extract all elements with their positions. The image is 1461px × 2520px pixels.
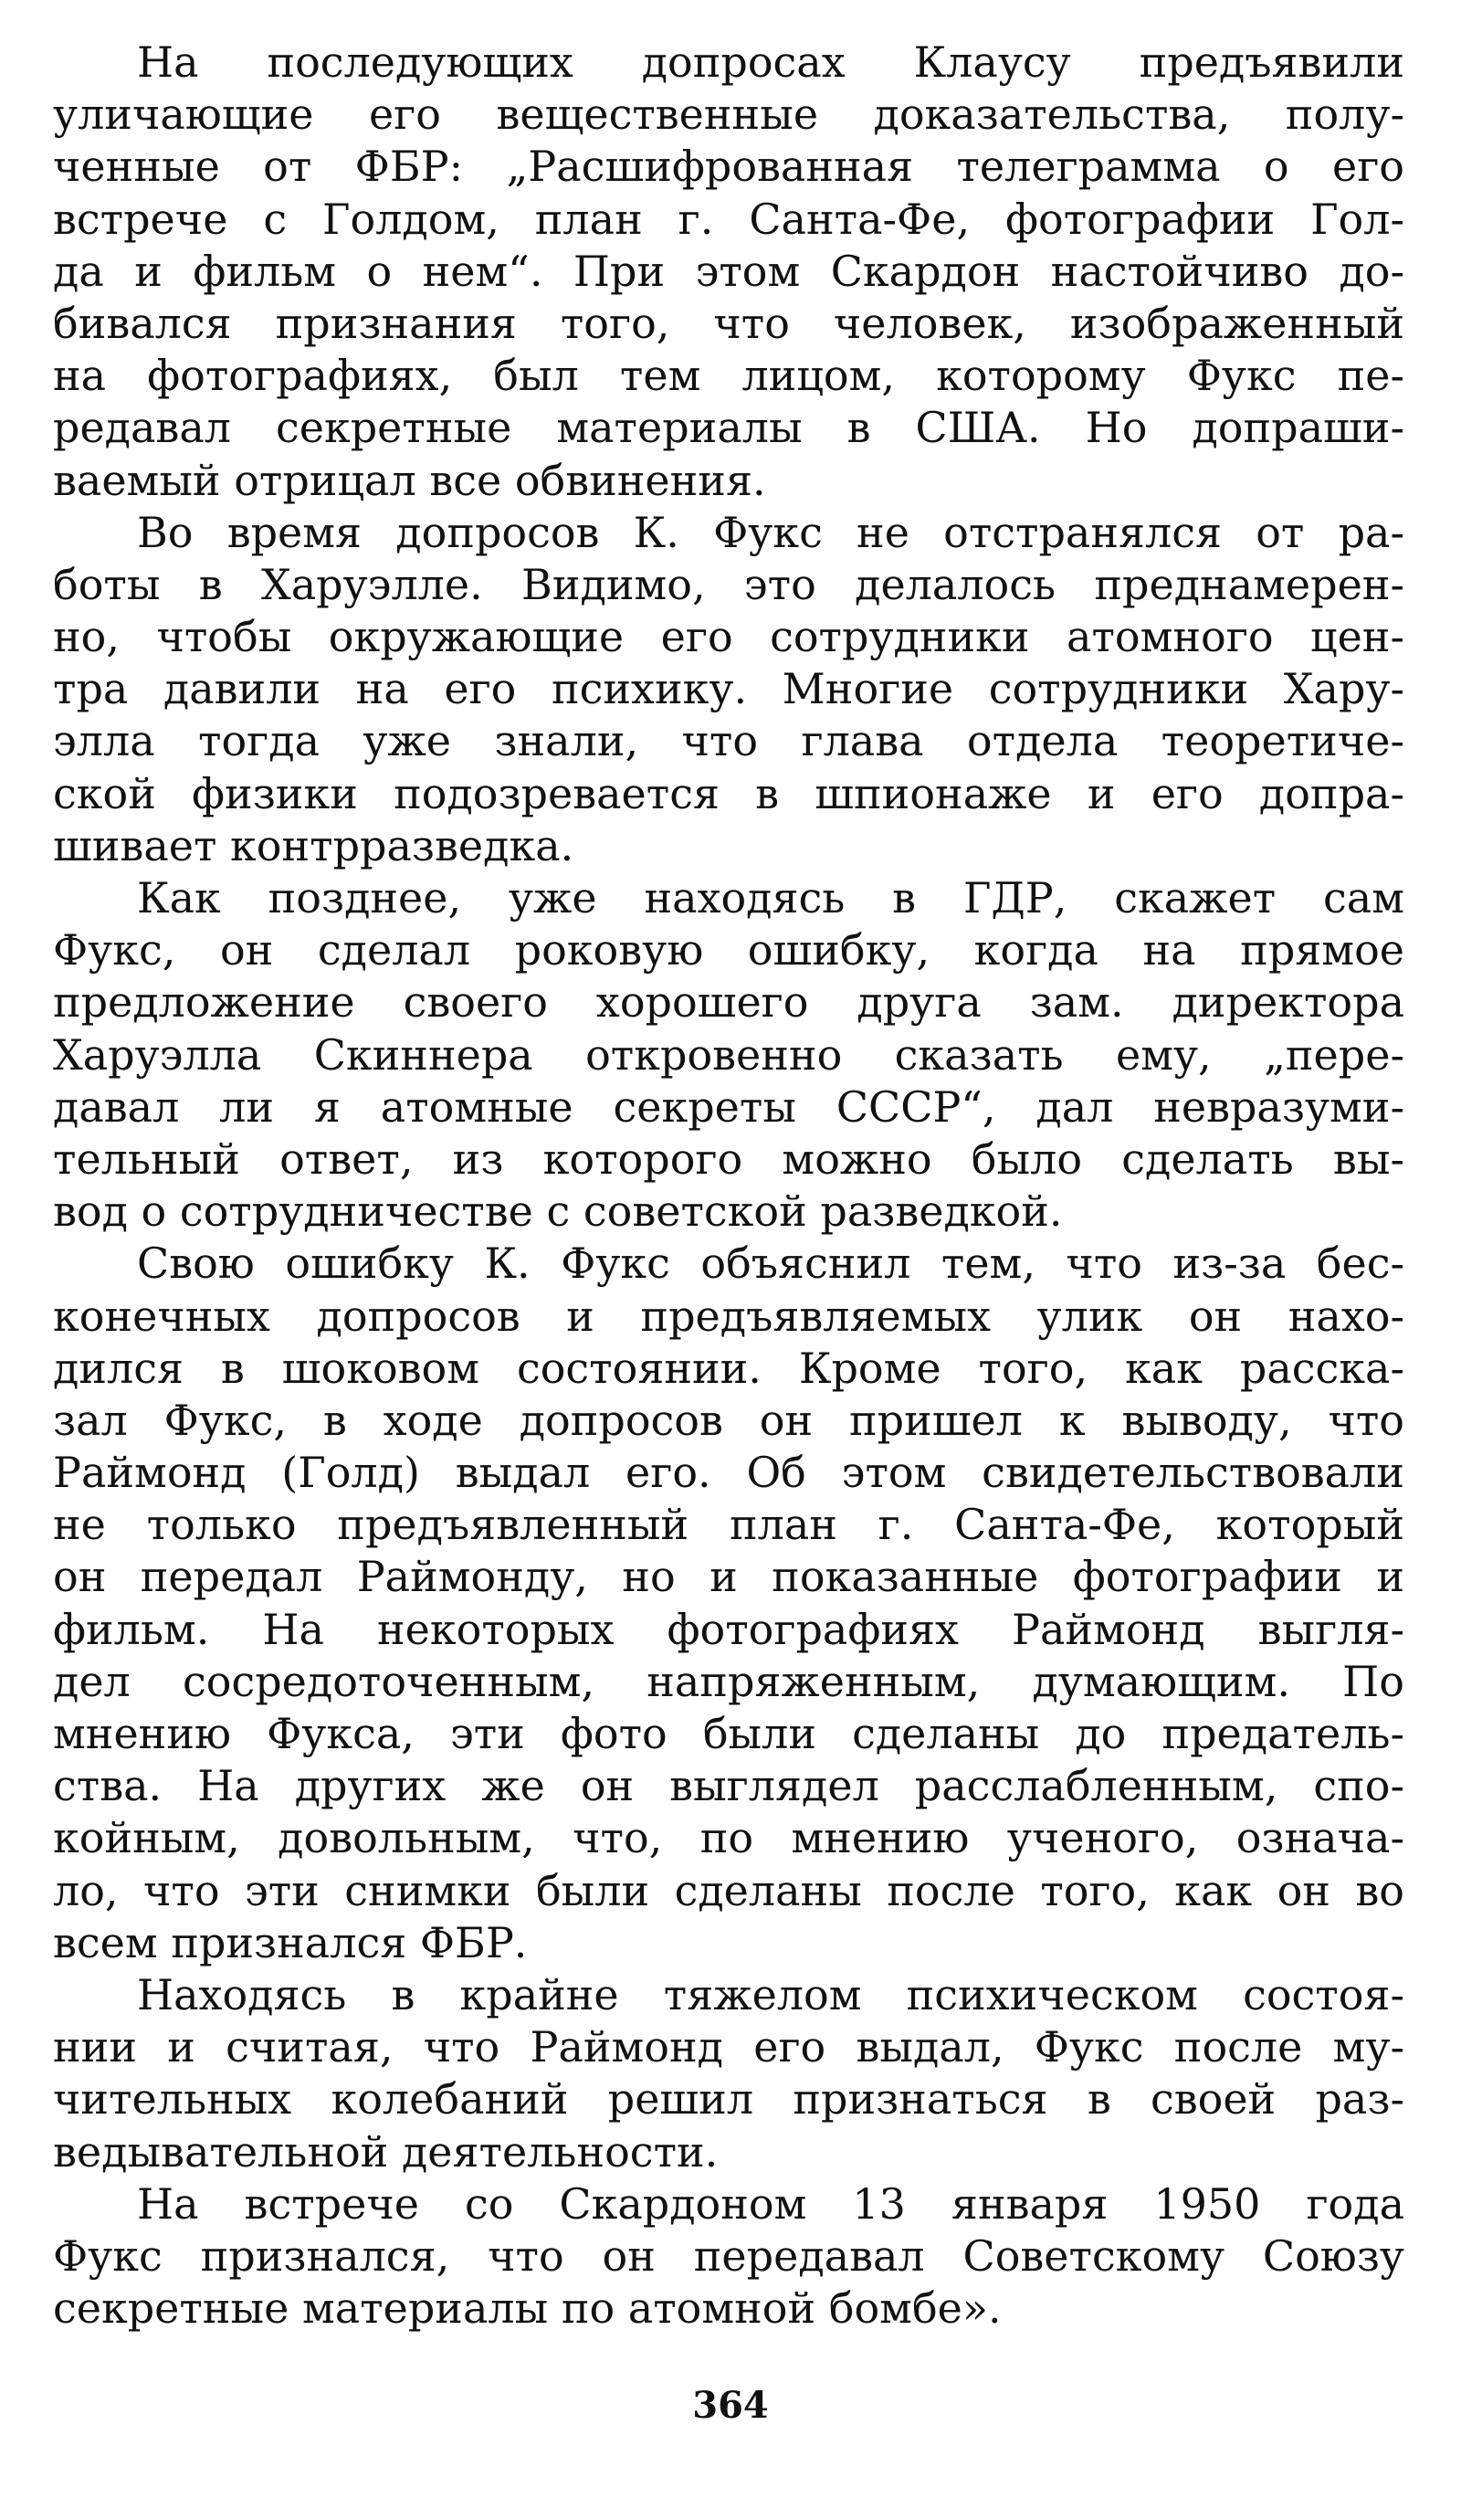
text-line: На последующих допросах Клаусу предъявили bbox=[137, 37, 1404, 87]
text-line: Раймонд (Голд) выдал его. Об этом свидетельствовали bbox=[53, 1448, 1404, 1498]
text-line: дился в шоковом состоянии. Кроме того, как расска- bbox=[53, 1343, 1404, 1393]
text-line: дел сосредоточенным, напряженным, думающим. По bbox=[53, 1656, 1404, 1706]
page-number: 364 bbox=[692, 2384, 769, 2427]
text-line: секретные материалы по атомной бомбе». bbox=[53, 2283, 1002, 2334]
text-line: шивает контрразведка. bbox=[53, 820, 574, 870]
text-line: уличающие его вещественные доказательства, полу- bbox=[53, 90, 1404, 140]
text-line: бивался признания того, что человек, изображенный bbox=[53, 298, 1404, 348]
text-line: Свою ошибку К. Фукс объяснил тем, что из-за бес- bbox=[137, 1239, 1404, 1289]
text-line: на фотографиях, был тем лицом, которому Фукс пе- bbox=[53, 351, 1404, 401]
text-line: боты в Харуэлле. Видимо, это делалось преднамерен- bbox=[53, 559, 1404, 609]
text-line: ло, что эти снимки были сделаны после того, как он во bbox=[53, 1865, 1404, 1915]
text-line: давал ли я атомные секреты СССР“, дал невразуми- bbox=[53, 1081, 1404, 1132]
text-line: тельный ответ, из которого можно было сделать вы- bbox=[53, 1133, 1404, 1184]
body-text bbox=[53, 37, 1404, 2335]
text-line: ченные от ФБР: „Расшифрованная телеграмма о его bbox=[53, 142, 1404, 192]
text-line: ваемый отрицал все обвинения. bbox=[53, 455, 766, 505]
text-line: да и фильм о нем“. При этом Скардон настойчиво до- bbox=[53, 246, 1404, 296]
text-line: Фукс, он сделал роковую ошибку, когда на прямое bbox=[53, 925, 1404, 975]
text-line: ства. На других же он выглядел расслабленным, спо- bbox=[53, 1761, 1404, 1811]
text-line: ведывательной деятельности. bbox=[53, 2126, 719, 2177]
text-line: Во время допросов К. Фукс не отстранялся от ра- bbox=[137, 507, 1404, 557]
text-line: Фукс признался, что он передавал Советскому Союзу bbox=[53, 2230, 1404, 2281]
text-line: встрече с Голдом, план г. Санта-Фе, фотографии Гол- bbox=[53, 194, 1404, 244]
text-line: койным, довольным, что, по мнению ученого, означа- bbox=[53, 1813, 1404, 1863]
text-line: конечных допросов и предъявляемых улик он нахо- bbox=[53, 1291, 1404, 1341]
text-line: вод о сотрудничестве с советской разведкой. bbox=[53, 1186, 1063, 1237]
text-line: но, чтобы окружающие его сотрудники атомного цен- bbox=[53, 612, 1404, 662]
text-line: зал Фукс, в ходе допросов он пришел к выводу, что bbox=[53, 1395, 1404, 1445]
text-line: предложение своего хорошего друга зам. директора bbox=[53, 977, 1404, 1028]
text-line: Находясь в крайне тяжелом психическом состоя- bbox=[137, 1969, 1404, 2019]
text-line: чительных колебаний решил признаться в своей раз- bbox=[53, 2074, 1404, 2125]
text-line: тра давили на его психику. Многие сотрудники Хару- bbox=[53, 664, 1404, 714]
text-line: редавал секретные материалы в США. Но допраши- bbox=[53, 403, 1404, 453]
text-line: Харуэлла Скиннера откровенно сказать ему, „пере- bbox=[53, 1029, 1404, 1080]
text-line: фильм. На некоторых фотографиях Раймонд выгля- bbox=[53, 1604, 1404, 1654]
text-line: элла тогда уже знали, что глава отдела теоретиче- bbox=[53, 716, 1404, 766]
text-line: нии и считая, что Раймонд его выдал, Фукс после му- bbox=[53, 2022, 1404, 2072]
text-line: он передал Раймонду, но и показанные фотографии и bbox=[53, 1552, 1404, 1602]
text-line: всем признался ФБР. bbox=[53, 1917, 528, 1967]
text-line: не только предъявленный план г. Санта-Фе, который bbox=[53, 1500, 1404, 1550]
text-line: Как позднее, уже находясь в ГДР, скажет сам bbox=[137, 873, 1404, 923]
text-line: На встрече со Скардоном 13 января 1950 года bbox=[137, 2178, 1404, 2229]
text-line: мнению Фукса, эти фото были сделаны до предатель- bbox=[53, 1709, 1404, 1758]
text-line: ской физики подозревается в шпионаже и его допра- bbox=[53, 768, 1404, 818]
